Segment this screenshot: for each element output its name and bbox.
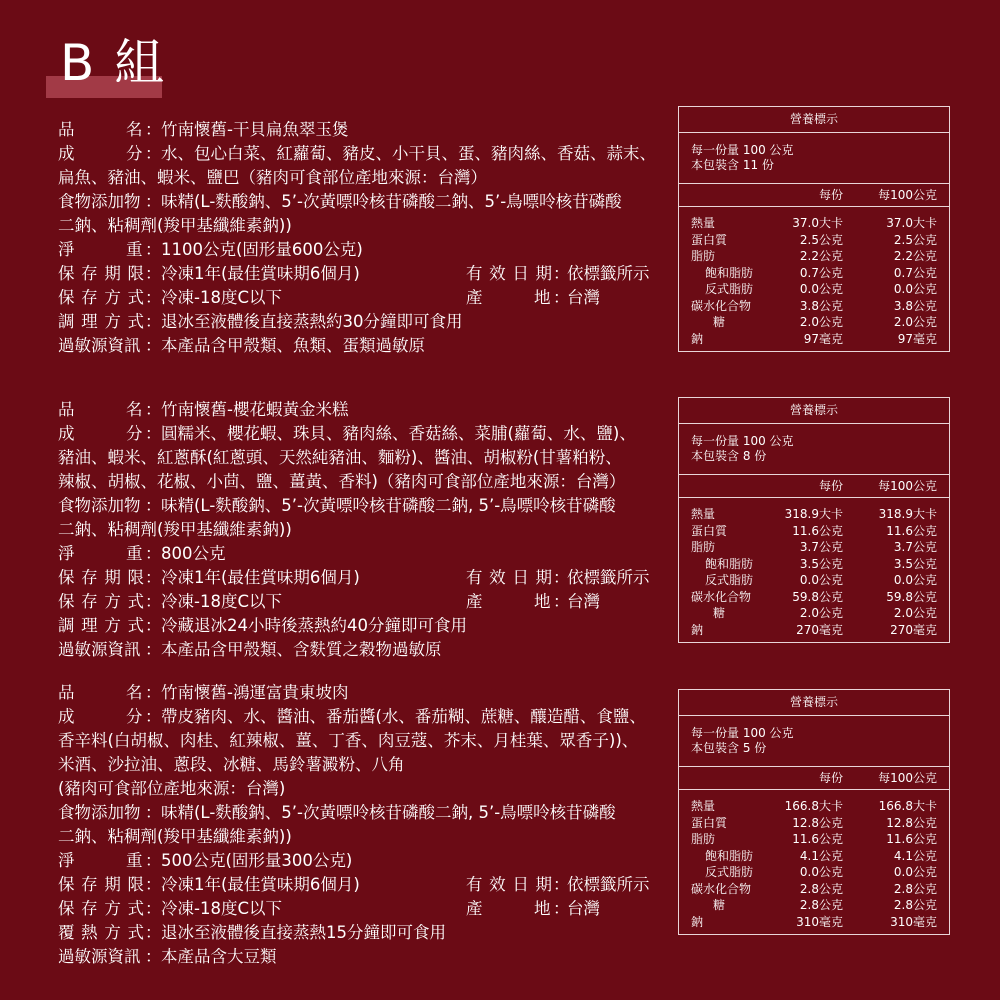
ingredients-text-cont: 豬油、蝦米、紅蔥酥(紅蔥頭、天然純豬油、麵粉)、醬油、胡椒粉(甘薯粕粉、 [58, 448, 622, 467]
name-row: 品 名 ： 竹南懷舊-干貝扁魚翠玉煲 [58, 118, 668, 142]
nutrition-title: 營養標示 [679, 690, 949, 716]
nutrition-columns: 每份 每100公克 [679, 475, 949, 498]
nutrition-rows [679, 498, 949, 642]
nutrition-row: 脂肪 3.7公克 3.7公克 [691, 540, 937, 554]
group-title [46, 32, 167, 98]
shelf-life-label: 保 存 期 限 [58, 875, 144, 894]
nutrition-columns: 每份 每100公克 [679, 767, 949, 790]
ingredients-text: 圓糯米、櫻花蝦、珠貝、豬肉絲、香菇絲、菜脯(蘿蔔、水、鹽)、 [161, 424, 636, 443]
product-name: 竹南懷舊-櫻花蝦黃金米糕 [161, 400, 349, 419]
name-row: 品 名 ： 竹南懷舊-櫻花蝦黃金米糕 [58, 398, 668, 422]
reheat-method: 退冰至液體後直接蒸熱15分鐘即可食用 [161, 923, 446, 942]
nutrition-table-3 [678, 689, 950, 935]
cook-method: 冷藏退冰24小時後蒸熱約40分鐘即可食用 [161, 616, 467, 635]
ingredients-text-cont: (豬肉可食部位產地來源：台灣) [58, 779, 286, 798]
net-weight-row: 淨 重 ： 800公克 [58, 542, 668, 566]
shelf-life: 冷凍1年(最佳賞味期6個月) [161, 264, 360, 283]
storage-label: 保 存 方 式 [58, 592, 144, 611]
additives-text: 味精(L-麩酸鈉、5’-次黃嘌呤核苷磷酸二鈉、5’-鳥嘌呤核苷磷酸 [161, 192, 622, 211]
additives-text-cont: 二鈉、粘稠劑(羧甲基纖維素鈉)) [58, 520, 292, 539]
nutrition-serving: 每一份量 100 公克 本包裝含 8 份 [679, 424, 949, 475]
net-weight-label: 淨 重 [58, 240, 143, 259]
net-weight-row: 淨 重 ： 1100公克(固形量600公克) [58, 238, 668, 262]
nutrition-rows [679, 790, 949, 934]
storage-row: 保 存 方 式 ： 冷凍-18度C以下 產 地 ： 台灣 [58, 897, 668, 921]
expiry-value: 依標籤所示 [567, 264, 650, 283]
nutrition-row: 飽和脂肪 0.7公克 0.7公克 [705, 265, 937, 280]
expiry-value: 依標籤所示 [567, 568, 650, 587]
additives-label: 食物添加物 [58, 496, 141, 515]
nutrition-columns: 每份 每100公克 [679, 184, 949, 207]
ingredients-row: 成 分 ： 圓糯米、櫻花蝦、珠貝、豬肉絲、香菇絲、菜脯(蘿蔔、水、鹽)、 [58, 422, 668, 446]
storage-row: 保 存 方 式 ： 冷凍-18度C以下 產 地 ： 台灣 [58, 286, 668, 310]
additives-text-cont: 二鈉、粘稠劑(羧甲基纖維素鈉)) [58, 216, 292, 235]
origin-value: 台灣 [567, 288, 600, 307]
shelf-life-label: 保 存 期 限 [58, 264, 144, 283]
storage-method: 冷凍-18度C以下 [161, 592, 282, 611]
product-1-info [58, 118, 668, 358]
additives-label: 食物添加物 [58, 192, 141, 211]
allergen-label: 過敏源資訊 [58, 640, 141, 659]
nutrition-row: 飽和脂肪 3.5公克 3.5公克 [705, 556, 937, 571]
name-label: 品 名 [58, 400, 143, 419]
nutrition-row: 糖 2.0公克 2.0公克 [713, 315, 937, 329]
nutrition-rows [679, 207, 949, 351]
storage-label: 保 存 方 式 [58, 899, 144, 918]
allergen-row: 過敏源資訊 ： 本產品含大豆類 [58, 945, 668, 969]
nutrition-row: 熱量 318.9大卡 318.9大卡 [691, 507, 937, 521]
nutrition-row: 脂肪 2.2公克 2.2公克 [691, 249, 937, 263]
name-row: 品 名 ： 竹南懷舊-鴻運富貴東坡肉 [58, 681, 668, 705]
shelf-life: 冷凍1年(最佳賞味期6個月) [161, 568, 360, 587]
allergen-info: 本產品含大豆類 [161, 947, 277, 966]
origin-label: 產 地 [466, 592, 551, 611]
ingredients-row: 成 分 ： 水、包心白菜、紅蘿蔔、豬皮、小干貝、蛋、豬肉絲、香菇、蒜末、 [58, 142, 668, 166]
shelf-life: 冷凍1年(最佳賞味期6個月) [161, 875, 360, 894]
origin-value: 台灣 [567, 592, 600, 611]
storage-row: 保 存 方 式 ： 冷凍-18度C以下 產 地 ： 台灣 [58, 590, 668, 614]
nutrition-row: 蛋白質 12.8公克 12.8公克 [691, 815, 937, 830]
nutrition-table-1 [678, 106, 950, 352]
nutrition-row: 脂肪 11.6公克 11.6公克 [691, 832, 937, 846]
allergen-label: 過敏源資訊 [58, 336, 141, 355]
product-2-info [58, 398, 668, 662]
cook-method: 退冰至液體後直接蒸熱約30分鐘即可食用 [161, 312, 463, 331]
cook-row: 調 理 方 式 ： 退冰至液體後直接蒸熱約30分鐘即可食用 [58, 310, 668, 334]
nutrition-row: 糖 2.0公克 2.0公克 [713, 606, 937, 620]
allergen-row: 過敏源資訊 ： 本產品含甲殼類、含麩質之穀物過敏原 [58, 638, 668, 662]
ingredients-text-cont: 辣椒、胡椒、花椒、小茴、鹽、薑黃、香料)（豬肉可食部位產地來源：台灣） [58, 472, 626, 491]
nutrition-row: 鈉 97毫克 97毫克 [691, 331, 937, 346]
nutrition-title: 營養標示 [679, 398, 949, 424]
net-weight-label: 淨 重 [58, 851, 143, 870]
net-weight-label: 淨 重 [58, 544, 143, 563]
nutrition-row: 反式脂肪 0.0公克 0.0公克 [705, 865, 937, 879]
allergen-info: 本產品含甲殼類、含麩質之穀物過敏原 [161, 640, 442, 659]
product-name: 竹南懷舊-干貝扁魚翠玉煲 [161, 120, 349, 139]
expiry-label: 有 效 日 期 [466, 264, 552, 283]
expiry-label: 有 效 日 期 [466, 568, 552, 587]
cook-row: 調 理 方 式 ： 冷藏退冰24小時後蒸熱約40分鐘即可食用 [58, 614, 668, 638]
additives-text: 味精(L-麩酸鈉、5’-次黃嘌呤核苷磷酸二鈉, 5’-鳥嘌呤核苷磷酸 [161, 803, 616, 822]
nutrition-row: 反式脂肪 0.0公克 0.0公克 [705, 282, 937, 296]
ingredients-label: 成 分 [58, 144, 143, 163]
nutrition-serving: 每一份量 100 公克 本包裝含 11 份 [679, 133, 949, 184]
nutrition-row: 蛋白質 2.5公克 2.5公克 [691, 232, 937, 247]
net-weight: 1100公克(固形量600公克) [161, 240, 363, 259]
nutrition-row: 飽和脂肪 4.1公克 4.1公克 [705, 848, 937, 863]
cook-label: 調 理 方 式 [58, 616, 144, 635]
net-weight: 500公克(固形量300公克) [161, 851, 353, 870]
shelf-life-row: 保 存 期 限 ： 冷凍1年(最佳賞味期6個月) 有 效 日 期 ： 依標籤所示 [58, 566, 668, 590]
ingredients-label: 成 分 [58, 707, 143, 726]
expiry-label: 有 效 日 期 [466, 875, 552, 894]
origin-label: 產 地 [466, 288, 551, 307]
net-weight: 800公克 [161, 544, 226, 563]
allergen-label: 過敏源資訊 [58, 947, 141, 966]
additives-text: 味精(L-麩酸鈉、5’-次黃嘌呤核苷磷酸二鈉, 5’-鳥嘌呤核苷磷酸 [161, 496, 616, 515]
nutrition-serving: 每一份量 100 公克 本包裝含 5 份 [679, 716, 949, 767]
ingredients-label: 成 分 [58, 424, 143, 443]
net-weight-row: 淨 重 ： 500公克(固形量300公克) [58, 849, 668, 873]
product-3-info [58, 681, 668, 969]
name-label: 品 名 [58, 683, 143, 702]
ingredients-row: 成 分 ： 帶皮豬肉、水、醬油、番茄醬(水、番茄糊、蔗糖、釀造醋、食鹽、 [58, 705, 668, 729]
shelf-life-label: 保 存 期 限 [58, 568, 144, 587]
nutrition-row: 碳水化合物 3.8公克 3.8公克 [691, 298, 937, 313]
additives-row: 食物添加物 ： 味精(L-麩酸鈉、5’-次黃嘌呤核苷磷酸二鈉, 5’-鳥嘌呤核苷磷酸 [58, 494, 668, 518]
cook-label: 調 理 方 式 [58, 312, 144, 331]
nutrition-row: 糖 2.8公克 2.8公克 [713, 898, 937, 912]
reheat-label: 覆 熱 方 式 [58, 923, 144, 942]
nutrition-row: 蛋白質 11.6公克 11.6公克 [691, 523, 937, 538]
ingredients-text: 水、包心白菜、紅蘿蔔、豬皮、小干貝、蛋、豬肉絲、香菇、蒜末、 [161, 144, 656, 163]
origin-label: 產 地 [466, 899, 551, 918]
nutrition-row: 鈉 310毫克 310毫克 [691, 914, 937, 929]
storage-method: 冷凍-18度C以下 [161, 288, 282, 307]
allergen-info: 本產品含甲殼類、魚類、蛋類過敏原 [161, 336, 425, 355]
allergen-row: 過敏源資訊 ： 本產品含甲殼類、魚類、蛋類過敏原 [58, 334, 668, 358]
nutrition-row: 反式脂肪 0.0公克 0.0公克 [705, 573, 937, 587]
additives-text-cont: 二鈉、粘稠劑(羧甲基纖維素鈉)) [58, 827, 292, 846]
nutrition-row: 熱量 37.0大卡 37.0大卡 [691, 216, 937, 230]
storage-label: 保 存 方 式 [58, 288, 144, 307]
ingredients-text-cont: 米酒、沙拉油、蔥段、冰糖、馬鈴薯澱粉、八角 [58, 755, 405, 774]
ingredients-text: 帶皮豬肉、水、醬油、番茄醬(水、番茄糊、蔗糖、釀造醋、食鹽、 [161, 707, 646, 726]
page-title: B 組 [60, 34, 167, 92]
storage-method: 冷凍-18度C以下 [161, 899, 282, 918]
nutrition-row: 碳水化合物 2.8公克 2.8公克 [691, 881, 937, 896]
product-name: 竹南懷舊-鴻運富貴東坡肉 [161, 683, 349, 702]
nutrition-table-2 [678, 397, 950, 643]
shelf-life-row: 保 存 期 限 ： 冷凍1年(最佳賞味期6個月) 有 效 日 期 ： 依標籤所示 [58, 262, 668, 286]
nutrition-row: 碳水化合物 59.8公克 59.8公克 [691, 589, 937, 604]
nutrition-row: 鈉 270毫克 270毫克 [691, 622, 937, 637]
nutrition-title: 營養標示 [679, 107, 949, 133]
additives-row: 食物添加物 ： 味精(L-麩酸鈉、5’-次黃嘌呤核苷磷酸二鈉, 5’-鳥嘌呤核苷磷酸 [58, 801, 668, 825]
shelf-life-row: 保 存 期 限 ： 冷凍1年(最佳賞味期6個月) 有 效 日 期 ： 依標籤所示 [58, 873, 668, 897]
additives-label: 食物添加物 [58, 803, 141, 822]
ingredients-text-cont: 香辛料(白胡椒、肉桂、紅辣椒、薑、丁香、肉豆蔻、芥末、月桂葉、眾香子))、 [58, 731, 639, 750]
additives-row: 食物添加物 ： 味精(L-麩酸鈉、5’-次黃嘌呤核苷磷酸二鈉、5’-鳥嘌呤核苷磷酸 [58, 190, 668, 214]
origin-value: 台灣 [567, 899, 600, 918]
name-label: 品 名 [58, 120, 143, 139]
expiry-value: 依標籤所示 [567, 875, 650, 894]
nutrition-row: 熱量 166.8大卡 166.8大卡 [691, 799, 937, 813]
reheat-row: 覆 熱 方 式 ： 退冰至液體後直接蒸熱15分鐘即可食用 [58, 921, 668, 945]
ingredients-text-cont: 扁魚、豬油、蝦米、鹽巴（豬肉可食部位產地來源：台灣） [58, 168, 487, 187]
